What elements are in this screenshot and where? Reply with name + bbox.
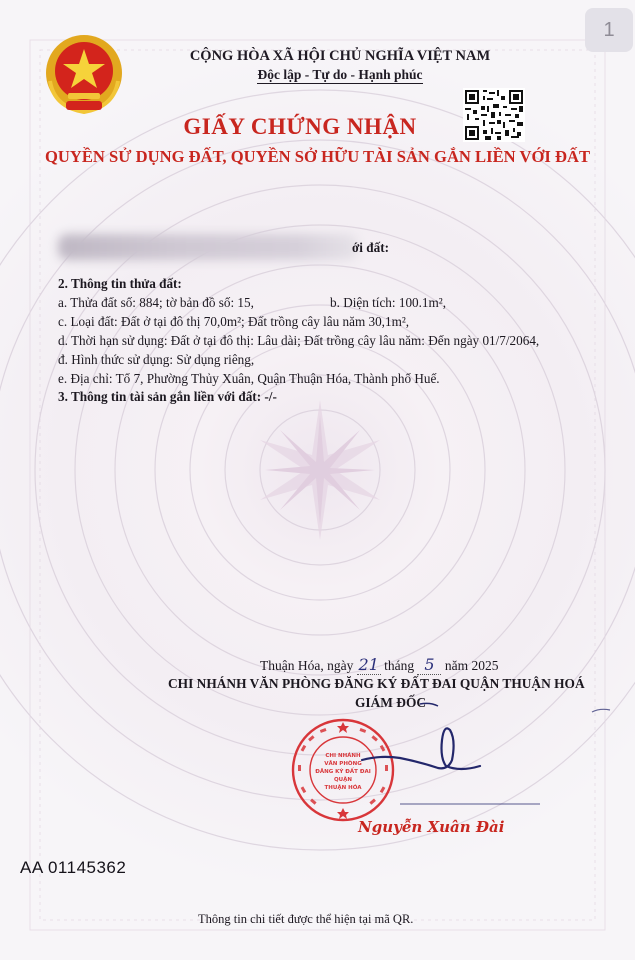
svg-text:VĂN PHÒNG: VĂN PHÒNG — [324, 761, 362, 767]
parcel-number-line: a. Thửa đất số: 884; tờ bản đồ số: 15, — [58, 295, 254, 310]
national-emblem-icon — [44, 33, 124, 115]
handwritten-signature-icon — [360, 700, 620, 810]
issue-date: Thuận Hóa, ngày 21 tháng 5 năm 2025 — [260, 655, 499, 674]
svg-text:THUẬN HÓA: THUẬN HÓA — [324, 785, 362, 791]
section-2-heading: 2. Thông tin thửa đất: — [58, 276, 182, 291]
svg-text:QUẬN: QUẬN — [333, 777, 353, 783]
usage-term-line: d. Thời hạn sử dụng: Đất ở tại đô thị: Lâu dài; Đất trồng cây lâu năm: Đến ngày 01/7/2064, — [58, 333, 540, 348]
certificate-title: GIẤY CHỨNG NHẬN — [183, 114, 417, 139]
redacted-line-tail: ới đất: — [352, 240, 389, 255]
land-type-line: c. Loại đất: Đất ở tại đô thị 70,0m²; Đất trồng cây lâu năm 30,1m², — [58, 314, 410, 329]
address-line: e. Địa chỉ: Tổ 7, Phường Thủy Xuân, Quận Thuận Hóa, Thành phố Huế. — [58, 371, 440, 386]
national-motto: Độc lập - Tự do - Hạnh phúc — [257, 67, 423, 82]
section-3-heading: 3. Thông tin tài sản gắn liền với đất: -/- — [58, 389, 277, 404]
serial-number: AA 01145362 — [20, 858, 127, 877]
country-name: CỘNG HÒA XÃ HỘI CHỦ NGHĨA VIỆT NAM — [189, 48, 491, 64]
svg-text:CHI NHÁNH: CHI NHÁNH — [325, 753, 361, 759]
qr-footer-note: Thông tin chi tiết được thể hiện tại mã QR. — [198, 912, 414, 926]
usage-form-line: đ. Hình thức sử dụng: Sử dụng riêng, — [58, 352, 255, 367]
signer-position: GIÁM ĐỐC — [355, 695, 427, 710]
area-line: b. Diện tích: 100.1m², — [330, 295, 447, 310]
redacted-owner-info — [58, 234, 358, 260]
certificate-subtitle: QUYỀN SỬ DỤNG ĐẤT, QUYỀN SỞ HỮU TÀI SẢN GẮN LIỀN VỚI ĐẤT — [44, 147, 591, 166]
issuing-office: CHI NHÁNH VĂN PHÒNG ĐĂNG KÝ ĐẤT ĐAI QUẬN THUẬN HOÁ — [168, 676, 585, 691]
svg-text:ĐĂNG KÝ ĐẤT ĐAI: ĐĂNG KÝ ĐẤT ĐAI — [315, 769, 371, 775]
signer-name: Nguyễn Xuân Đài — [358, 818, 505, 836]
page-number-badge: 1 — [585, 8, 633, 52]
